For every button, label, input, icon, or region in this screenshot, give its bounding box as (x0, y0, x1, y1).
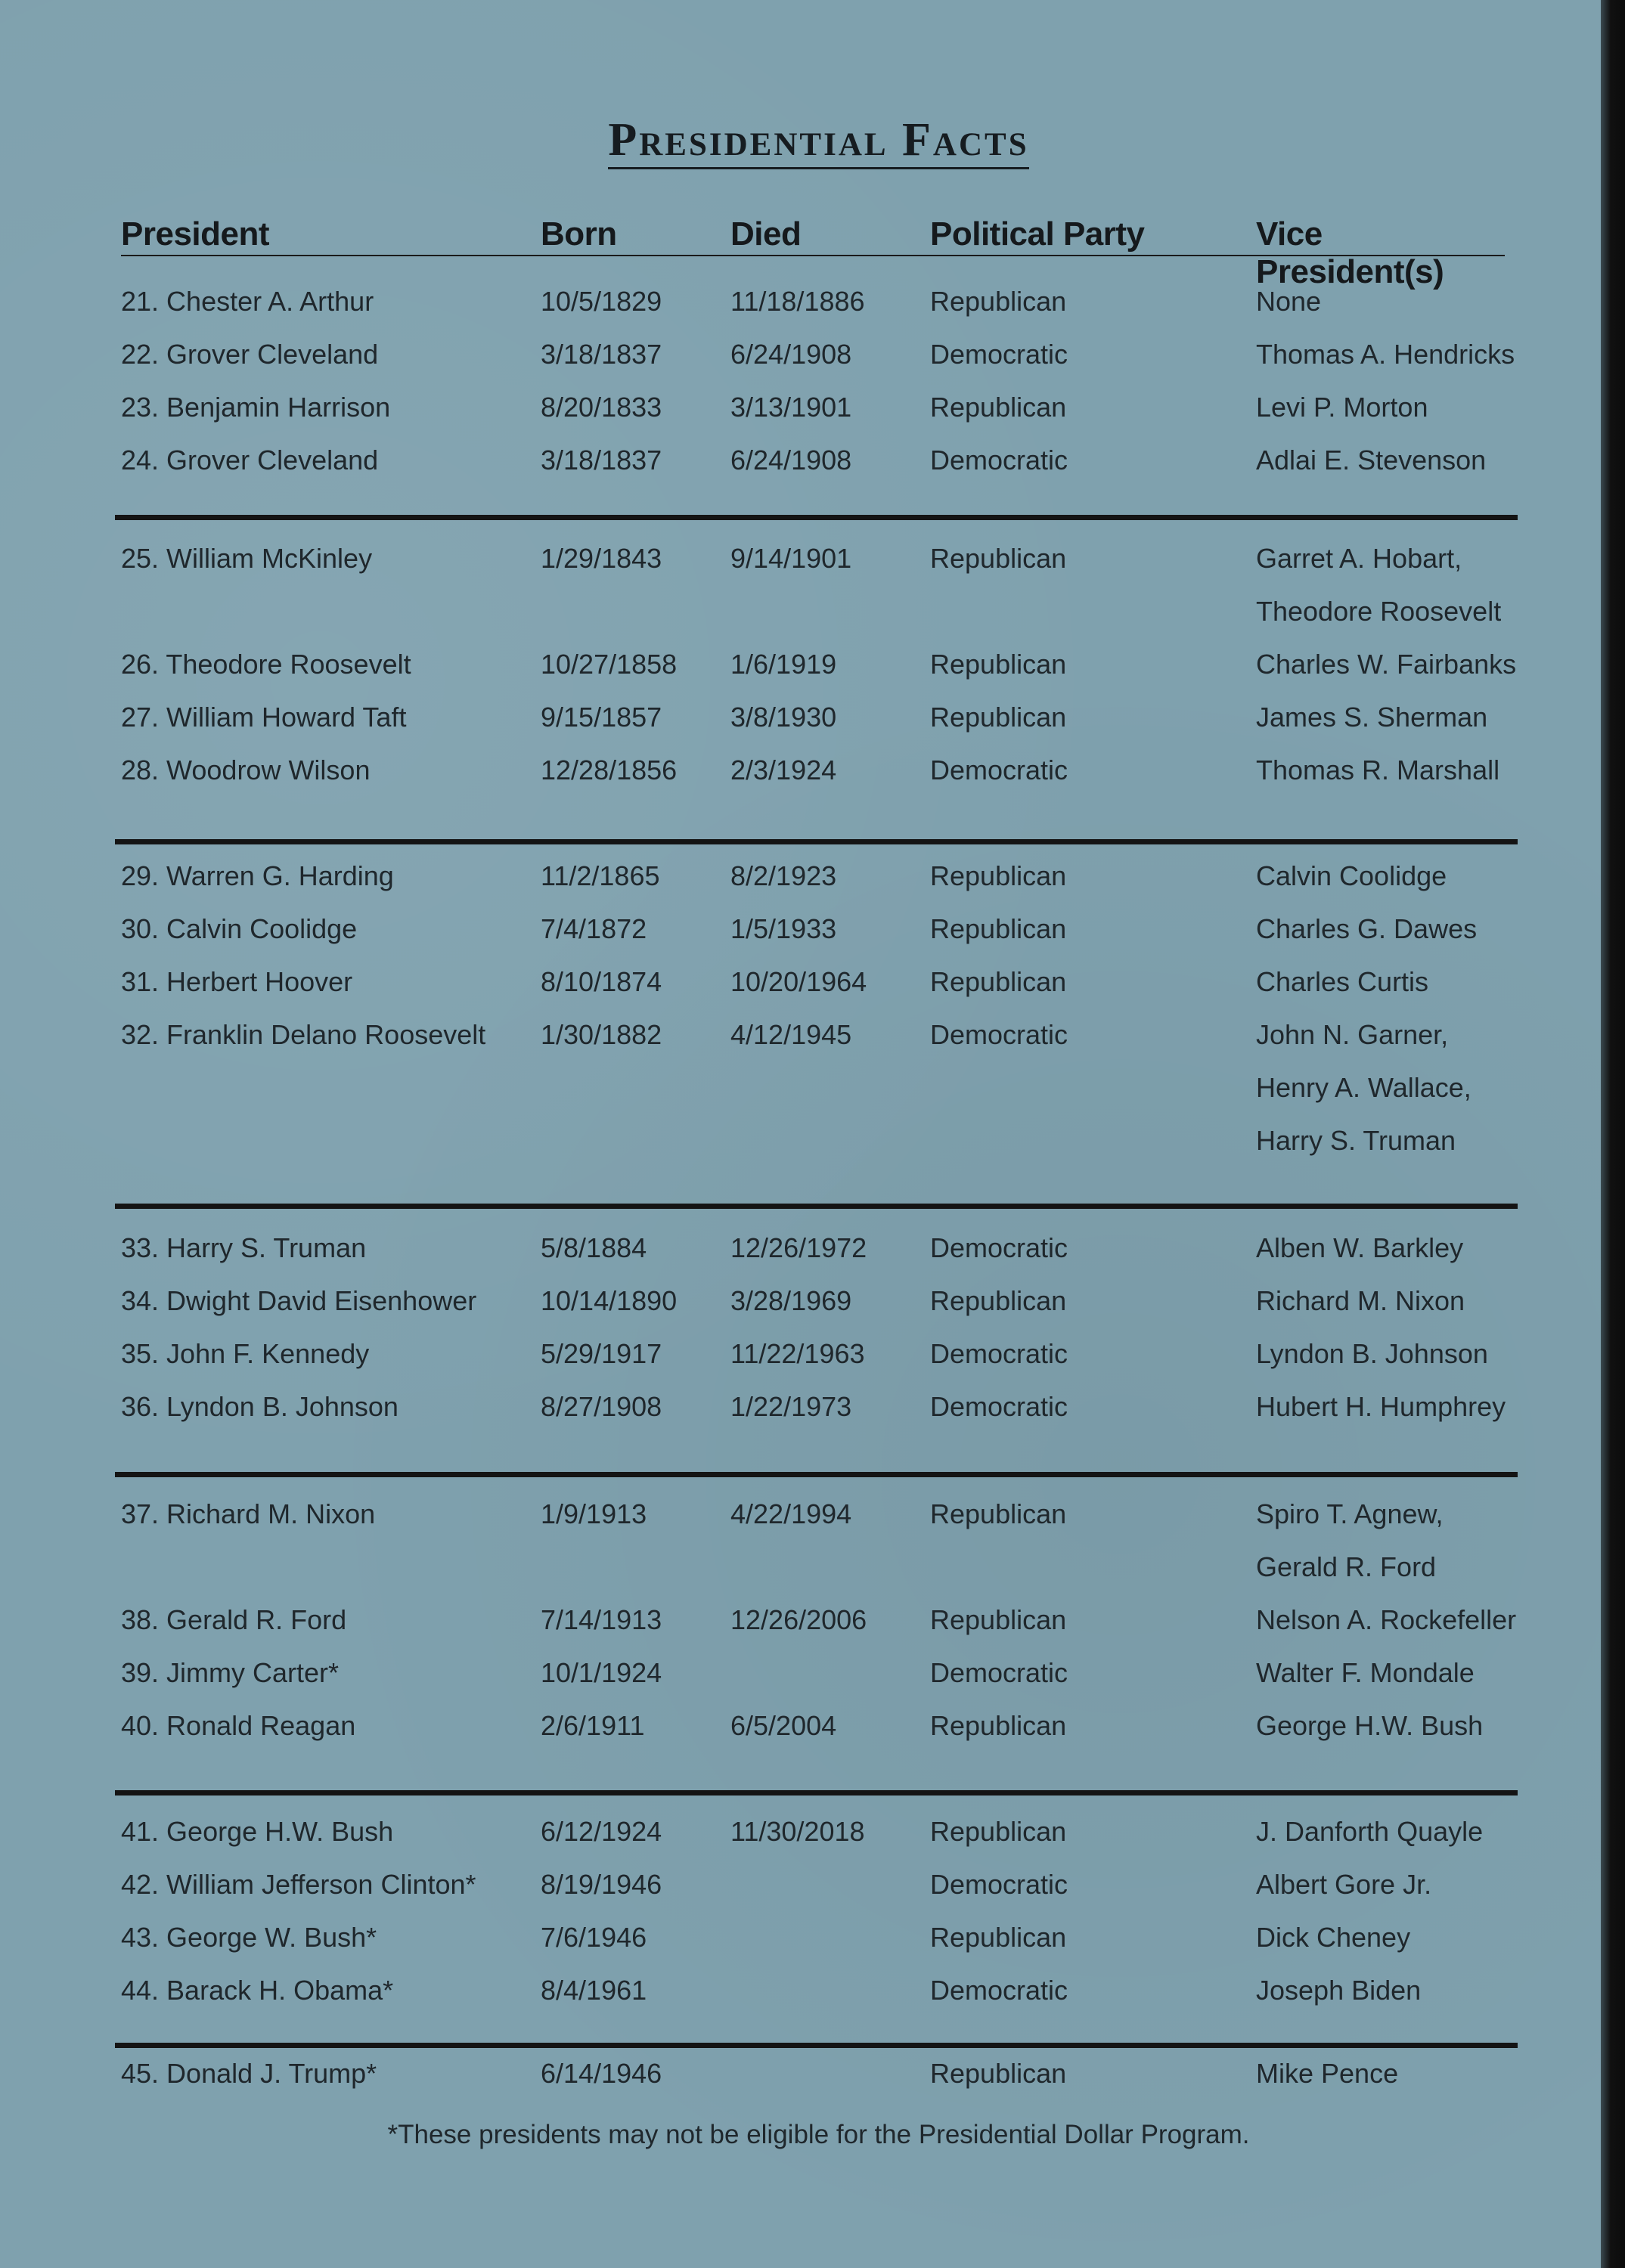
table-row (0, 1498, 1625, 1544)
cell-party: Democratic (930, 1391, 1068, 1422)
cell-died: 4/22/1994 (730, 1498, 852, 1529)
cell-born: 10/5/1829 (541, 286, 662, 317)
cell-president: 21. Chester A. Arthur (121, 286, 374, 317)
cell-born: 6/12/1924 (541, 1816, 662, 1847)
cell-party: Democratic (930, 1232, 1068, 1263)
cell-died: 1/6/1919 (730, 649, 837, 680)
cell-vp: Charles Curtis (1256, 966, 1429, 997)
table-row (0, 1125, 1625, 1170)
cell-president: 24. Grover Cleveland (121, 445, 379, 476)
cell-party: Republican (930, 1285, 1067, 1316)
table-row (0, 1072, 1625, 1117)
cell-vp: John N. Garner, (1256, 1019, 1449, 1050)
cell-died: 9/14/1901 (730, 543, 852, 574)
cell-born: 7/6/1946 (541, 1922, 647, 1953)
cell-vp: Richard M. Nixon (1256, 1285, 1465, 1316)
page-edge (1601, 0, 1625, 2268)
cell-died: 1/22/1973 (730, 1391, 852, 1422)
cell-died: 6/24/1908 (730, 445, 852, 476)
table-row (0, 1869, 1625, 1914)
cell-party: Republican (930, 860, 1067, 891)
cell-party: Democratic (930, 1869, 1068, 1900)
cell-born: 8/4/1961 (541, 1975, 647, 2006)
cell-born: 6/14/1946 (541, 2058, 662, 2089)
cell-president: 23. Benjamin Harrison (121, 392, 391, 423)
cell-president: 37. Richard M. Nixon (121, 1498, 376, 1529)
cell-president: 38. Gerald R. Ford (121, 1604, 347, 1635)
cell-vp: Mike Pence (1256, 2058, 1399, 2089)
cell-party: Democratic (930, 754, 1068, 785)
cell-vp: Nelson A. Rockefeller (1256, 1604, 1517, 1635)
table-header (121, 215, 1505, 290)
cell-born: 10/27/1858 (541, 649, 678, 680)
section-divider (115, 2043, 1518, 2048)
cell-vp: George H.W. Bush (1256, 1710, 1484, 1741)
cell-died: 1/5/1933 (730, 913, 837, 944)
cell-born: 2/6/1911 (541, 1710, 645, 1741)
page-title (0, 113, 1625, 167)
table-row (0, 1551, 1625, 1597)
cell-born: 3/18/1837 (541, 339, 662, 370)
cell-party: Democratic (930, 339, 1068, 370)
cell-born: 10/14/1890 (541, 1285, 678, 1316)
cell-president: 43. George W. Bush* (121, 1922, 377, 1953)
cell-died: 6/5/2004 (730, 1710, 837, 1741)
cell-president: 39. Jimmy Carter* (121, 1657, 340, 1688)
cell-vp: Adlai E. Stevenson (1256, 445, 1487, 476)
cell-party: Republican (930, 2058, 1067, 2089)
table-row (0, 1657, 1625, 1703)
section-divider (115, 1472, 1518, 1477)
table-row (0, 339, 1625, 384)
column-header-born: Born (541, 215, 617, 253)
cell-born: 8/19/1946 (541, 1869, 662, 1900)
cell-born: 1/30/1882 (541, 1019, 662, 1050)
cell-president: 29. Warren G. Harding (121, 860, 394, 891)
cell-party: Republican (930, 1816, 1067, 1847)
cell-vp: Dick Cheney (1256, 1922, 1411, 1953)
cell-party: Democratic (930, 1338, 1068, 1369)
cell-born: 8/27/1908 (541, 1391, 662, 1422)
cell-president: 31. Herbert Hoover (121, 966, 353, 997)
cell-born: 7/4/1872 (541, 913, 647, 944)
cell-died: 11/18/1886 (730, 286, 865, 317)
cell-party: Democratic (930, 1019, 1068, 1050)
section-divider (115, 839, 1518, 844)
table-row (0, 860, 1625, 906)
cell-died: 11/30/2018 (730, 1816, 865, 1847)
cell-vp: Gerald R. Ford (1256, 1551, 1437, 1582)
table-row (0, 1338, 1625, 1383)
cell-vp: None (1256, 286, 1322, 317)
cell-vp: Charles W. Fairbanks (1256, 649, 1517, 680)
section-divider (115, 515, 1518, 520)
cell-president: 45. Donald J. Trump* (121, 2058, 377, 2089)
cell-vp: Lyndon B. Johnson (1256, 1338, 1488, 1369)
cell-party: Democratic (930, 1975, 1068, 2006)
cell-died: 3/8/1930 (730, 702, 837, 733)
cell-born: 5/8/1884 (541, 1232, 647, 1263)
table-row (0, 1710, 1625, 1755)
cell-president: 22. Grover Cleveland (121, 339, 379, 370)
cell-born: 1/29/1843 (541, 543, 662, 574)
table-row (0, 702, 1625, 747)
table-row (0, 913, 1625, 959)
table-row (0, 392, 1625, 437)
cell-died: 6/24/1908 (730, 339, 852, 370)
cell-born: 5/29/1917 (541, 1338, 662, 1369)
cell-president: 30. Calvin Coolidge (121, 913, 358, 944)
cell-born: 10/1/1924 (541, 1657, 662, 1688)
cell-vp: Levi P. Morton (1256, 392, 1428, 423)
cell-born: 3/18/1837 (541, 445, 662, 476)
table-row (0, 1285, 1625, 1331)
cell-party: Republican (930, 286, 1067, 317)
cell-died: 4/12/1945 (730, 1019, 852, 1050)
cell-vp: Joseph Biden (1256, 1975, 1422, 2006)
table-row (0, 596, 1625, 641)
table-row (0, 1816, 1625, 1861)
cell-born: 1/9/1913 (541, 1498, 647, 1529)
cell-president: 32. Franklin Delano Roosevelt (121, 1019, 486, 1050)
cell-vp: Harry S. Truman (1256, 1125, 1456, 1156)
cell-vp: Theodore Roosevelt (1256, 596, 1502, 627)
table-row (0, 2058, 1625, 2103)
table-row (0, 1604, 1625, 1650)
cell-party: Republican (930, 1498, 1067, 1529)
table-row (0, 445, 1625, 490)
cell-party: Republican (930, 543, 1067, 574)
cell-died: 2/3/1924 (730, 754, 837, 785)
cell-party: Republican (930, 392, 1067, 423)
column-header-died: Died (730, 215, 802, 253)
cell-president: 42. William Jefferson Clinton* (121, 1869, 476, 1900)
cell-president: 28. Woodrow Wilson (121, 754, 371, 785)
cell-party: Republican (930, 1710, 1067, 1741)
table-row (0, 1922, 1625, 1967)
cell-vp: Charles G. Dawes (1256, 913, 1478, 944)
cell-vp: Garret A. Hobart, (1256, 543, 1462, 574)
column-header-president: President (121, 215, 270, 253)
cell-vp: J. Danforth Quayle (1256, 1816, 1484, 1847)
cell-vp: Thomas A. Hendricks (1256, 339, 1515, 370)
cell-president: 36. Lyndon B. Johnson (121, 1391, 398, 1422)
cell-born: 8/20/1833 (541, 392, 662, 423)
table-row (0, 1232, 1625, 1278)
cell-president: 35. John F. Kennedy (121, 1338, 370, 1369)
cell-vp: Calvin Coolidge (1256, 860, 1447, 891)
table-row (0, 754, 1625, 800)
cell-vp: Alben W. Barkley (1256, 1232, 1464, 1263)
cell-vp: Thomas R. Marshall (1256, 754, 1500, 785)
cell-president: 27. William Howard Taft (121, 702, 407, 733)
cell-died: 3/13/1901 (730, 392, 852, 423)
cell-born: 11/2/1865 (541, 860, 660, 891)
cell-president: 44. Barack H. Obama* (121, 1975, 394, 2006)
cell-died: 12/26/1972 (730, 1232, 867, 1263)
cell-party: Republican (930, 913, 1067, 944)
cell-vp: Albert Gore Jr. (1256, 1869, 1432, 1900)
cell-born: 7/14/1913 (541, 1604, 662, 1635)
section-divider (115, 1204, 1518, 1209)
cell-vp: James S. Sherman (1256, 702, 1488, 733)
cell-president: 34. Dwight David Eisenhower (121, 1285, 477, 1316)
cell-president: 33. Harry S. Truman (121, 1232, 367, 1263)
cell-died: 8/2/1923 (730, 860, 837, 891)
title-text: Presidential Facts (608, 114, 1028, 169)
cell-born: 12/28/1856 (541, 754, 678, 785)
column-header-vp: Vice President(s) (1256, 215, 1444, 290)
table-row (0, 286, 1625, 331)
footnote: *These presidents may not be eligible for the Presidential Dollar Program. (387, 2120, 1250, 2149)
cell-died: 11/22/1963 (730, 1338, 865, 1369)
cell-president: 40. Ronald Reagan (121, 1710, 356, 1741)
table-row (0, 1019, 1625, 1064)
cell-died: 3/28/1969 (730, 1285, 852, 1316)
cell-born: 9/15/1857 (541, 702, 662, 733)
cell-died: 12/26/2006 (730, 1604, 867, 1635)
cell-vp: Hubert H. Humphrey (1256, 1391, 1506, 1422)
table-row (0, 543, 1625, 588)
table-row (0, 1391, 1625, 1436)
cell-president: 25. William McKinley (121, 543, 373, 574)
cell-party: Republican (930, 1922, 1067, 1953)
cell-president: 26. Theodore Roosevelt (121, 649, 411, 680)
cell-party: Democratic (930, 1657, 1068, 1688)
cell-died: 10/20/1964 (730, 966, 867, 997)
cell-vp: Spiro T. Agnew, (1256, 1498, 1444, 1529)
cell-vp: Walter F. Mondale (1256, 1657, 1475, 1688)
table-row (0, 966, 1625, 1012)
cell-president: 41. George H.W. Bush (121, 1816, 394, 1847)
section-divider (115, 1790, 1518, 1796)
cell-party: Republican (930, 966, 1067, 997)
column-header-party: Political Party (930, 215, 1145, 253)
cell-party: Republican (930, 1604, 1067, 1635)
cell-born: 8/10/1874 (541, 966, 662, 997)
table-row (0, 1975, 1625, 2020)
cell-party: Republican (930, 702, 1067, 733)
table-row (0, 649, 1625, 694)
cell-vp: Henry A. Wallace, (1256, 1072, 1471, 1103)
cell-party: Republican (930, 649, 1067, 680)
cell-party: Democratic (930, 445, 1068, 476)
